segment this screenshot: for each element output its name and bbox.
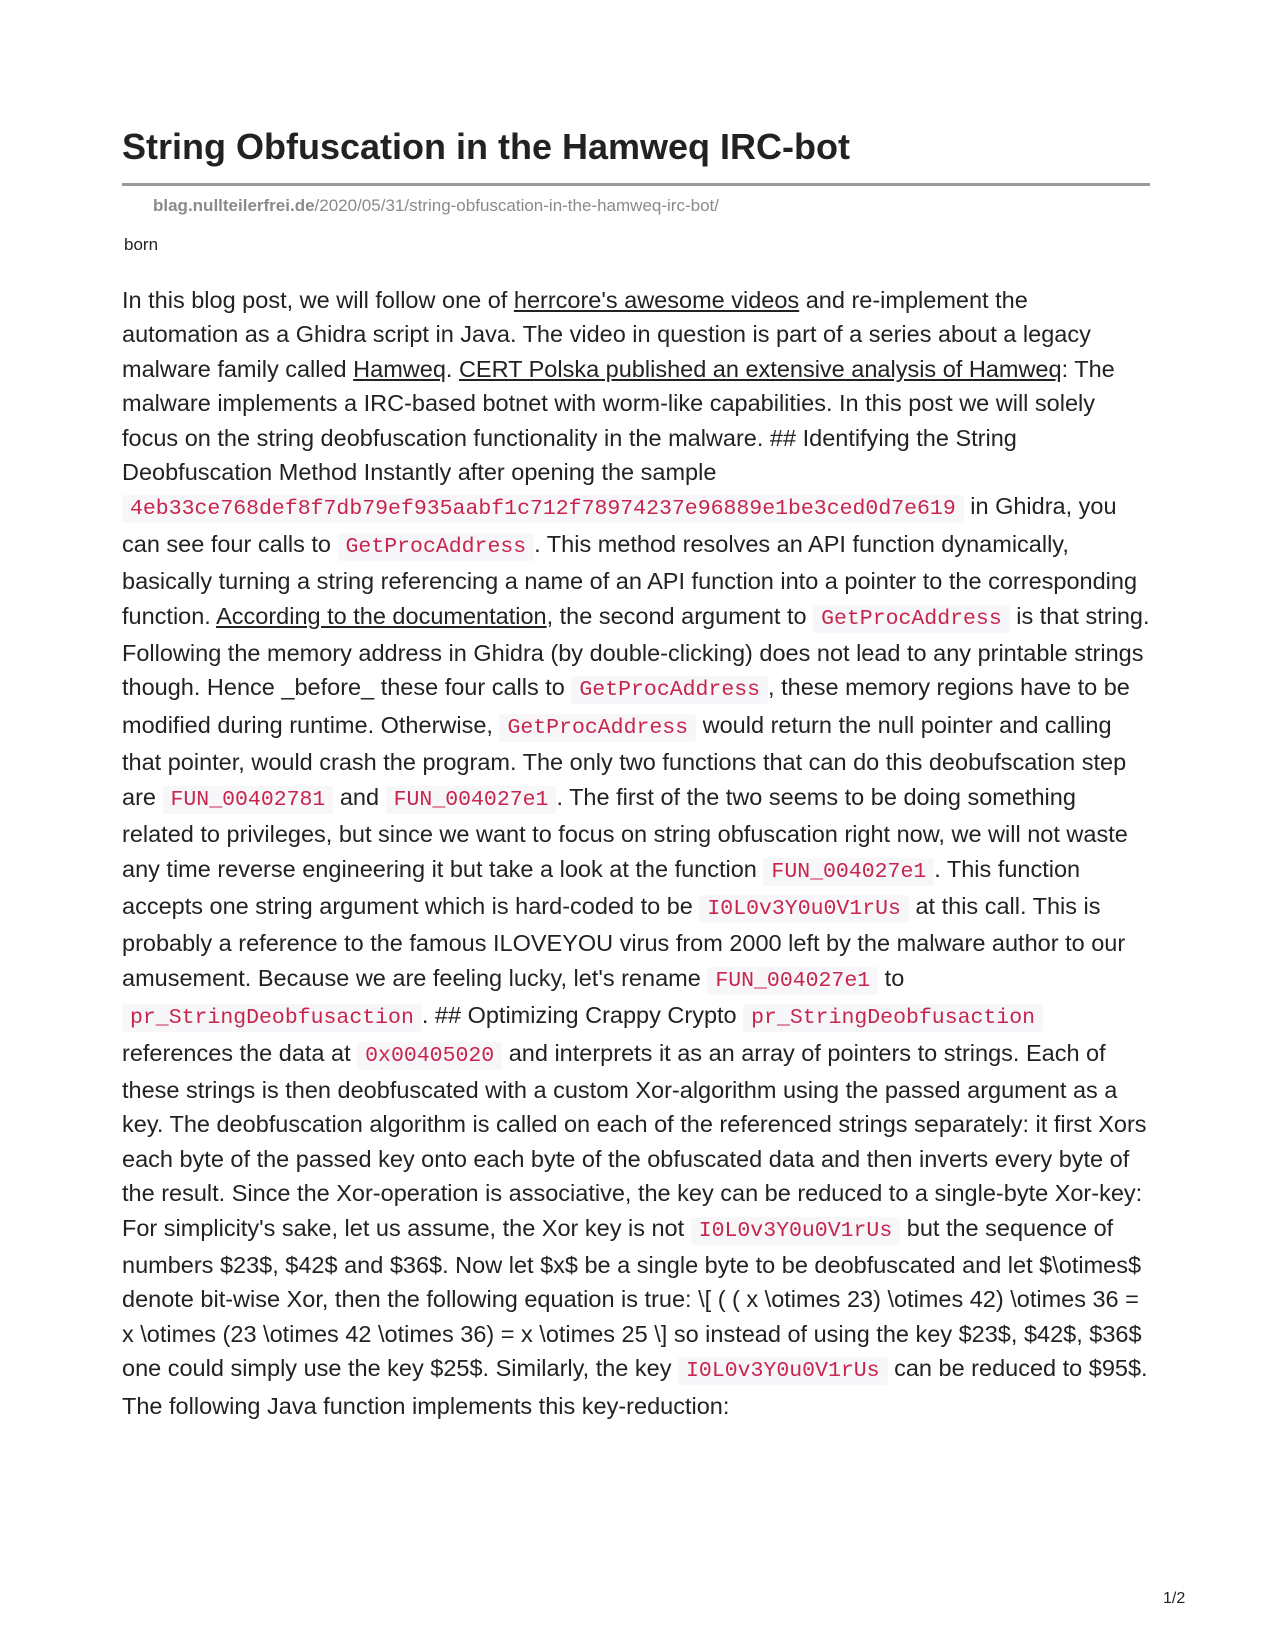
body-text: , these memory regions have to be modified during runtime. Otherwise, <box>122 674 1130 738</box>
title-divider <box>122 183 1150 186</box>
body-text: but the sequence of numbers $23$, $42$ and $36$. Now let $x$ be a single byte to be deobfuscated and let $\otimes$ denote bit-wise Xor, then the following equation is true: \[ ( ( x \otimes 23) \otimes 42) \otimes 36 = x \otimes (23 \otimes 42 \otimes 36) = x \otimes 25 \] so instead of using the key $23$, $42$, $36$ one could simply use the key $25$. Similarly, the key <box>122 1214 1142 1382</box>
body-text: . ## Optimizing Crappy Crypto <box>421 1002 744 1029</box>
body-text: in Ghidra, you can see four calls to <box>122 493 1117 557</box>
body-text: and <box>333 783 386 810</box>
body-text: is that string. Following the memory address in Ghidra (by double-clicking) does not lead to any printable strings though. Hence _before_ these four calls to <box>122 602 1150 701</box>
inline-code-function-name: FUN_004027e1 <box>386 786 557 814</box>
inline-code-getprocaddress: GetProcAddress <box>571 676 768 704</box>
body-text: . This method resolves an API function dynamically, basically turning a string referencing a name of an API function into a pointer to the corresponding function. <box>122 530 1138 629</box>
source-path: /2020/05/31/string-obfuscation-in-the-hamweq-irc-bot/ <box>314 196 719 215</box>
inline-code-xor-key: I0L0v3Y0u0V1rUs <box>678 1357 888 1385</box>
body-text: and re-implement the automation as a Ghidra script in Java. The video in question is part of a series about a legacy malware family called <box>122 287 1091 382</box>
inline-code-renamed-function: pr_StringDeobfusaction <box>743 1004 1043 1032</box>
body-text: would return the null pointer and calling that pointer, would crash the program. The only two functions that can do this deobufscation step are <box>122 711 1127 810</box>
inline-code-data-address: 0x00405020 <box>357 1042 502 1070</box>
body-text: can be reduced to $95$. The following Java function implements this key-reduction: <box>122 1355 1148 1419</box>
inline-code-function-name: FUN_004027e1 <box>707 967 878 995</box>
page-title: String Obfuscation in the Hamweq IRC-bot <box>122 126 850 167</box>
source-domain: blag.nullteilerfrei.de <box>153 196 315 215</box>
inline-code-getprocaddress: GetProcAddress <box>813 605 1010 633</box>
link-hamweq[interactable]: Hamweq <box>353 355 446 382</box>
author-name: born <box>124 235 159 254</box>
inline-code-renamed-function: pr_StringDeobfusaction <box>122 1004 422 1032</box>
link-cert-polska-analysis[interactable]: CERT Polska published an extensive analysis of Hamweq <box>458 355 1062 382</box>
body-text: . The first of the two seems to be doing something related to privileges, but since we want to focus on string obfuscation right now, we will not waste any time reverse engineering it but take a look at the function <box>122 783 1128 882</box>
body-text: . This function accepts one string argument which is hard-coded to be <box>122 855 1081 919</box>
inline-code-function-name: FUN_00402781 <box>163 786 334 814</box>
article-body <box>122 283 1150 1423</box>
link-herrcore-videos[interactable]: herrcore's awesome videos <box>513 287 800 313</box>
body-text: : The malware implements a IRC-based botnet with worm-like capabilities. In this post we will solely focus on the string deobfuscation functionality in the malware. ## Identifying the String Deobfuscation Method Instantly after opening the sample <box>122 355 1115 486</box>
link-documentation[interactable]: According to the documentation <box>216 602 547 629</box>
body-text: , the second argument to <box>546 602 814 629</box>
body-text: at this call. This is probably a reference to the famous ILOVEYOU virus from 2000 left by the malware author to our amusement. Because we are feeling lucky, let's rename <box>122 892 1126 991</box>
inline-code-xor-key: I0L0v3Y0u0V1rUs <box>691 1217 901 1245</box>
body-text: . <box>445 355 459 382</box>
body-text: references the data at <box>122 1039 358 1066</box>
inline-code-getprocaddress: GetProcAddress <box>499 714 696 742</box>
inline-code-getprocaddress: GetProcAddress <box>338 533 535 561</box>
inline-code-function-name: FUN_004027e1 <box>763 858 934 886</box>
source-url[interactable] <box>153 196 719 216</box>
page-number: 1/2 <box>1163 1590 1186 1607</box>
inline-code-sample-hash: 4eb33ce768def8f7db79ef935aabf1c712f78974237e96889e1be3ced0d7e619 <box>122 495 964 523</box>
inline-code-xor-key: I0L0v3Y0u0V1rUs <box>699 895 909 923</box>
body-text: to <box>878 964 905 991</box>
body-text: and interprets it as an array of pointers to strings. Each of these strings is then deobfuscated with a custom Xor-algorithm using the passed argument as a key. The deobfuscation algorithm is called on each of the referenced strings separately: it first Xors each byte of the passed key onto each byte of the obfuscated data and then inverts every byte of the result. Since the Xor-operation is associative, the key can be reduced to a single-byte Xor-key: For simplicity's sake, let us assume, the Xor key is not <box>122 1039 1147 1241</box>
body-text: In this blog post, we will follow one of <box>122 287 514 313</box>
